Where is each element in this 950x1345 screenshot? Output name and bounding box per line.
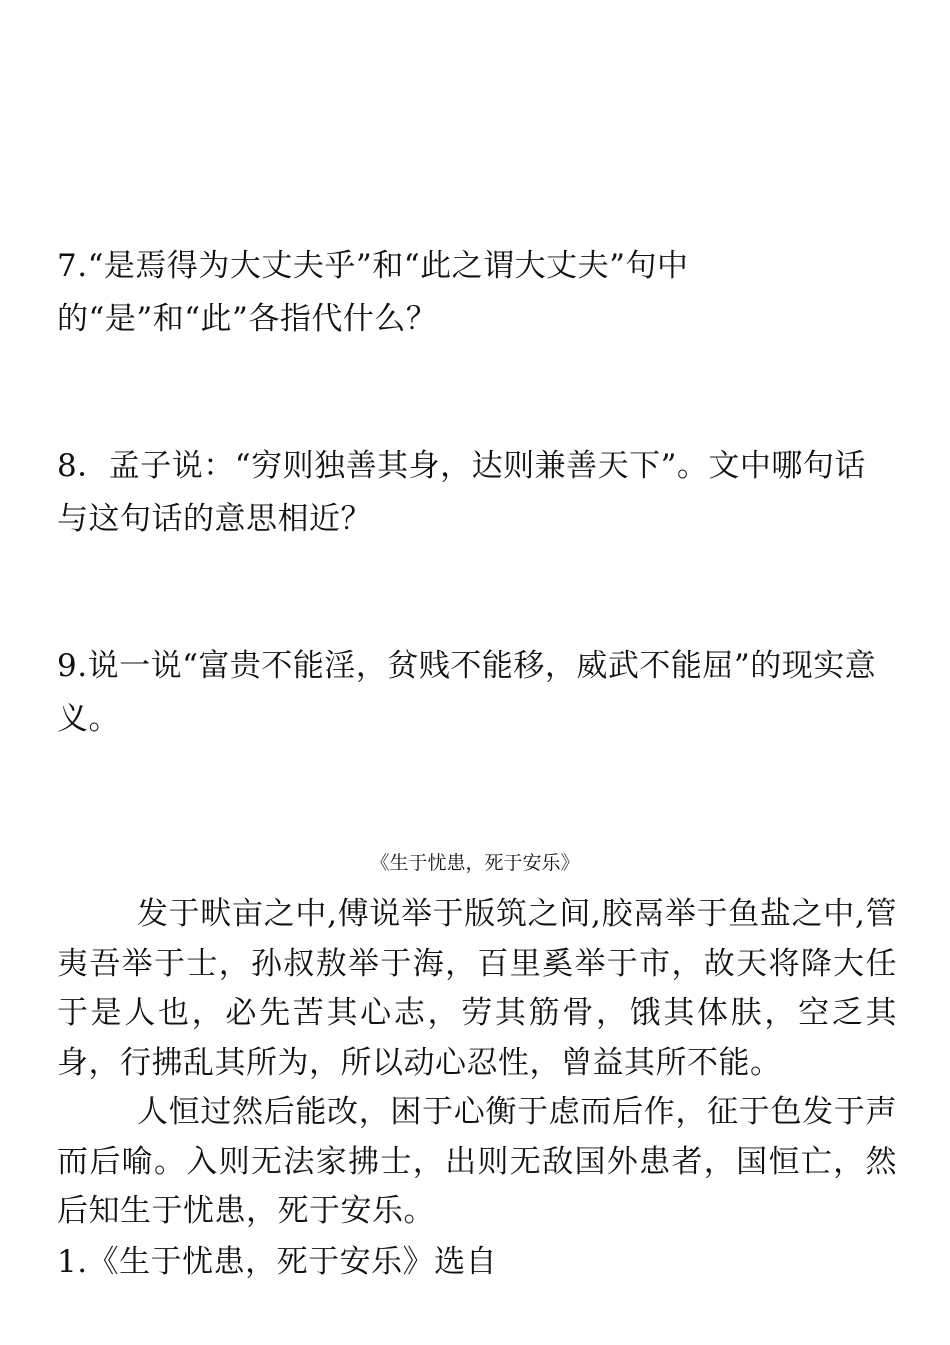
passage-paragraph-1: 发于畎亩之中,傅说举于版筑之间,胶鬲举于鱼盐之中,管夷吾举于士，孙叔敖举于海，百里奚举于市，故天将降大任于是人也，必先苦其心志，劳其筋骨，饿其体肤，空乏其身，行拂乱其所为，所以动心忍性，曾益其所不能。	[57, 896, 897, 1081]
passage-body	[57, 890, 897, 1237]
question-7: 7.“是焉得为大丈夫乎”和“此之谓大丈夫”句中的“是”和“此”各指代什么？	[57, 248, 689, 337]
passage-paragraph-2: 人恒过然后能改，困于心衡于虑而后作，征于色发于声而后喻。入则无法家拂士，出则无敌国外患者，国恒亡，然后知生于忧患，死于安乐。	[57, 1094, 897, 1229]
question-1: 1.《生于忧患，死于安乐》选自	[57, 1244, 498, 1280]
passage-title: 《生于忧患，死于安乐》	[370, 852, 580, 874]
question-8: 8．孟子说：“穷则独善其身，达则兼善天下”。文中哪句话与这句话的意思相近？	[57, 448, 866, 537]
question-9: 9.说一说“富贵不能淫，贫贱不能移，威武不能屈”的现实意义。	[57, 648, 877, 737]
